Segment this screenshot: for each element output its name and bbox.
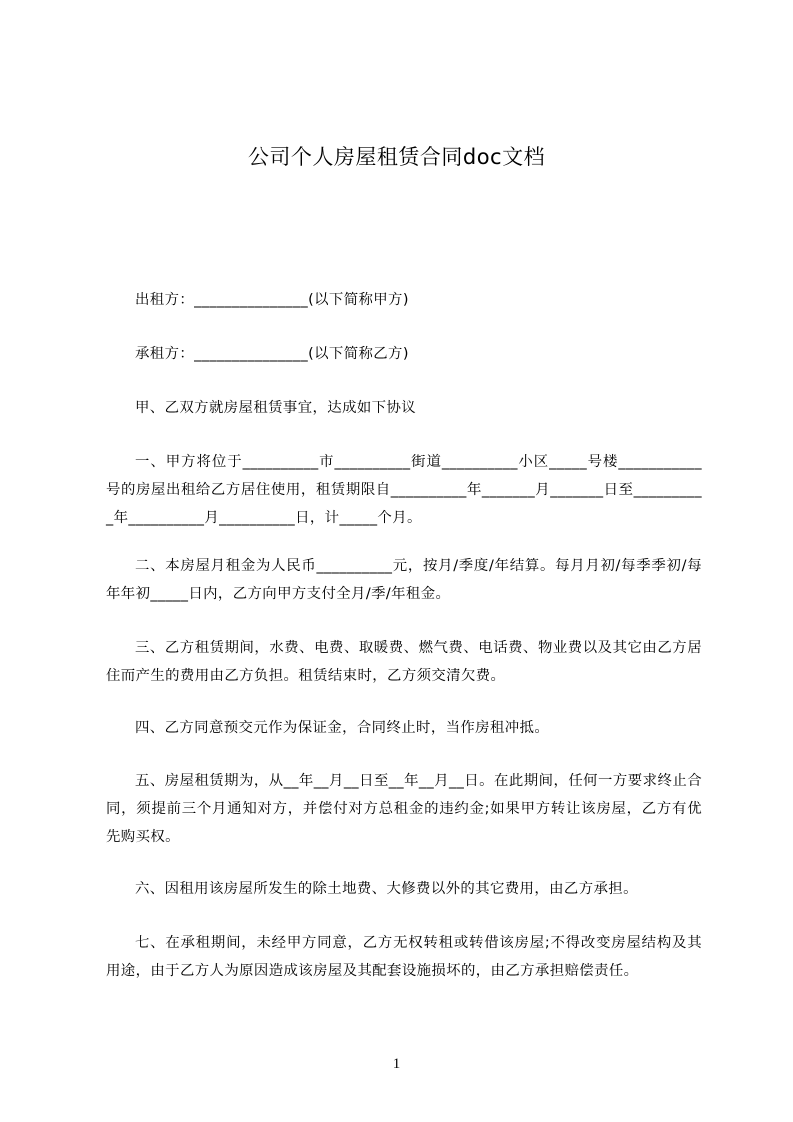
clause-4: 四、乙方同意预交元作为保证金，合同终止时，当作房租冲抵。 <box>135 720 550 736</box>
clause-5: 五、房屋租赁期为，从__年__月__日至__年__月__日。在此期间，任何一方要求终止合同，须提前三个月通知对方，并偿付对方总租金的违约金;如果甲方转让该房屋，乙方有优先购买权。 <box>106 773 702 845</box>
lessor-line: 出租方：_______________(以下简称甲方) <box>135 292 409 308</box>
clause-7: 七、在承租期间，未经甲方同意，乙方无权转租或转借该房屋;不得改变房屋结构及其用途，由于乙方人为原因造成该房屋及其配套设施损坏的，由乙方承担赔偿责任。 <box>106 935 702 979</box>
page-number: 1 <box>392 1056 401 1072</box>
clause-3: 三、乙方租赁期间，水费、电费、取暖费、燃气费、电话费、物业费以及其它由乙方居住而产生的费用由乙方负担。租赁结束时，乙方须交清欠费。 <box>106 640 702 684</box>
document-title: 公司个人房屋租赁合同doc文档 <box>247 145 546 169</box>
lessee-line: 承租方：_______________(以下简称乙方) <box>135 346 409 362</box>
clause-2: 二、本房屋月租金为人民币__________元，按月/季度/年结算。每月月初/每季季初/每年年初_____日内，乙方向甲方支付全月/季/年租金。 <box>106 558 702 602</box>
agreement-intro: 甲、乙双方就房屋租赁事宜，达成如下协议 <box>135 400 417 416</box>
clause-6: 六、因租用该房屋所发生的除土地费、大修费以外的其它费用，由乙方承担。 <box>135 881 638 897</box>
clause-1: 一、甲方将位于__________市__________街道__________小区_____号楼___________号的房屋出租给乙方居住使用，租赁期限自__________年_______月_______日至__________年__________月__________日，计_____个月。 <box>106 454 702 526</box>
